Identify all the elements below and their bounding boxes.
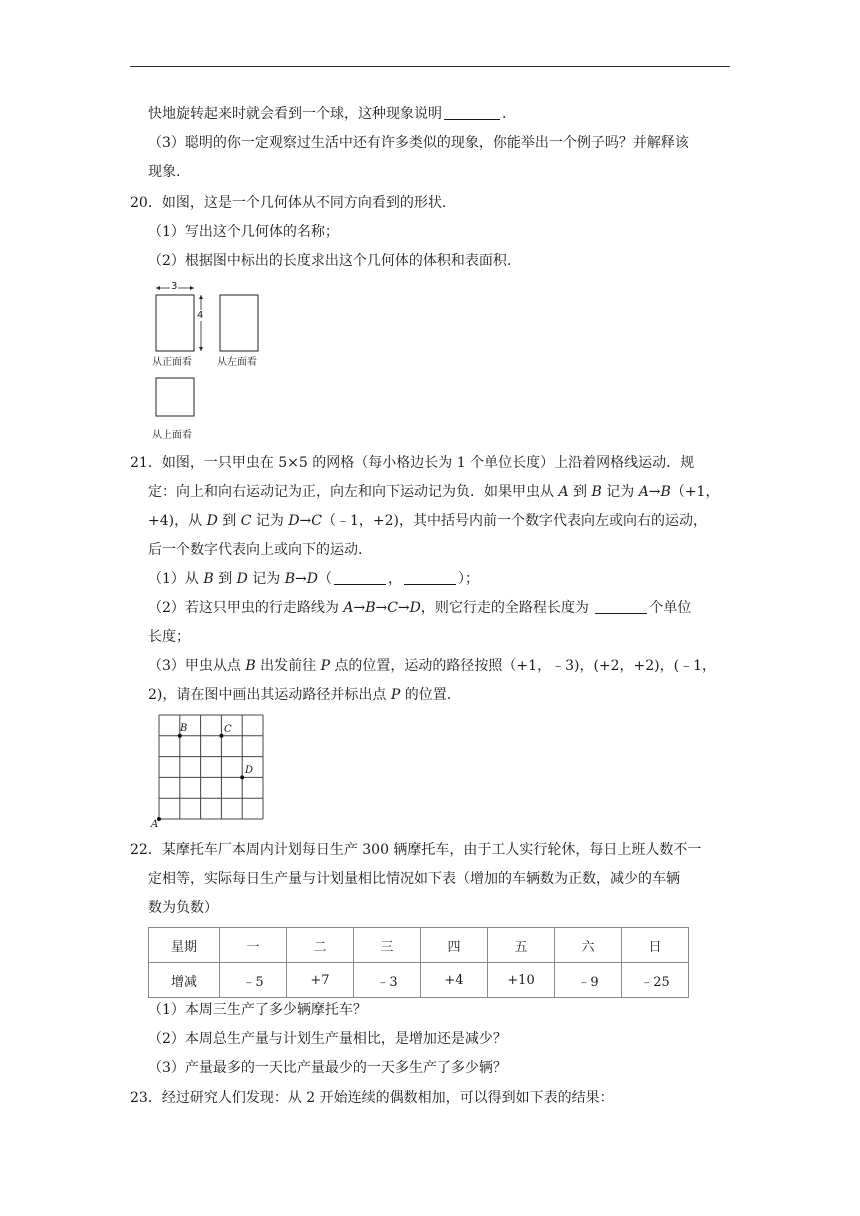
q20-part2: （2）根据图中标出的长度求出这个几何体的体积和表面积.: [148, 253, 512, 269]
label-b: B: [180, 723, 188, 734]
q21-part2: （2）若这只甲虫的行走路线为 A→B→C→D，则它行走的全路程长度为 个单位: [148, 600, 692, 616]
question-22: 22．某摩托车厂本周内计划每日生产 300 辆摩托车，由于工人实行轮休，每日上班人数不一: [130, 842, 702, 858]
table-cell: 三: [354, 928, 421, 963]
q21-part3-cont: 2)，请在图中画出其运动路径并标出点 P 的位置.: [148, 687, 452, 703]
table-cell: 五: [488, 928, 555, 963]
question-23: 23．经过研究人们发现：从 2 开始连续的偶数相加，可以得到如下表的结果：: [130, 1090, 614, 1106]
table-cell: 四: [421, 928, 488, 963]
q21-line2: 定：向上和向右运动记为正，向左和向下运动记为负．如果甲虫从 A 到 B 记为 A→B（+1，: [148, 484, 720, 500]
table-cell: ﹣9: [555, 963, 622, 998]
top-view: [156, 378, 194, 416]
q21-part1: （1）从 B 到 D 记为 B→D（ ， ）；: [148, 571, 479, 587]
table-row: [149, 928, 689, 963]
table-cell: +4: [421, 963, 488, 998]
width-label: 3: [171, 281, 178, 292]
answer-blank[interactable]: [595, 599, 647, 614]
table-cell: 增减: [149, 963, 220, 998]
q19-part3: （3）聪明的你一定观察过生活中还有许多类似的现象，你能举出一个例子吗？并解释该: [148, 135, 689, 151]
q22-part3: （3）产量最多的一天比产量最少的一天多生产了多少辆？: [148, 1060, 507, 1076]
answer-blank[interactable]: [334, 570, 386, 585]
q22-part2: （2）本周总生产量与计划生产量相比，是增加还是减少？: [148, 1031, 507, 1047]
table-cell: 六: [555, 928, 622, 963]
q21-part2-cont: 长度；: [148, 629, 190, 645]
height-label: 4: [197, 310, 204, 321]
label-d: D: [245, 765, 254, 776]
table-cell: +7: [287, 963, 354, 998]
question-20: 20．如图，这是一个几何体从不同方向看到的形状.: [130, 195, 447, 211]
front-view: [156, 286, 203, 351]
table-cell: 二: [287, 928, 354, 963]
header-rule: [130, 66, 730, 67]
table-cell: ﹣5: [220, 963, 287, 998]
q22-line3: 数为负数）: [148, 900, 218, 916]
label-c: C: [224, 724, 232, 735]
table-cell: 日: [622, 928, 689, 963]
table-cell: 一: [220, 928, 287, 963]
point-d: [240, 775, 244, 779]
table-cell: ﹣3: [354, 963, 421, 998]
table-row: [149, 963, 689, 998]
point-c: [219, 734, 223, 738]
q19-part3-cont: 现象.: [148, 164, 181, 180]
top-view-label: 从上面看: [152, 430, 192, 441]
question-21: 21．如图，一只甲虫在 5×5 的网格（每小格边长为 1 个单位长度）上沿着网格线运动．规: [130, 455, 695, 471]
q22-line2: 定相等，实际每日生产量与计划量相比情况如下表（增加的车辆数为正数，减少的车辆: [148, 871, 680, 887]
production-table: [148, 927, 689, 998]
q21-line3: +4)，从 D 到 C 记为 D→C（﹣1，+2)，其中括号内前一个数字代表向左或向右的运动，: [148, 513, 708, 529]
front-view-label: 从正面看: [152, 357, 192, 368]
q21-line4: 后一个数字代表向上或向下的运动.: [148, 542, 363, 558]
q19-continued-line: 快地旋转起来时就会看到一个球，这种现象说明 .: [148, 106, 507, 122]
table-cell: ﹣25: [622, 963, 689, 998]
answer-blank[interactable]: [444, 105, 500, 120]
answer-blank[interactable]: [404, 570, 456, 585]
q20-part1: （1）写出这个几何体的名称；: [148, 224, 339, 240]
q21-part3: （3）甲虫从点 B 出发前往 P 点的位置，运动的路径按照（+1，﹣3)，(+2，+2)，(﹣1，: [148, 658, 717, 674]
table-cell: +10: [488, 963, 555, 998]
label-a: A: [151, 819, 159, 830]
left-view: [220, 295, 258, 351]
table-cell: 星期: [149, 928, 220, 963]
left-view-label: 从左面看: [217, 357, 257, 368]
q22-part1: （1）本周三生产了多少辆摩托车？: [148, 1002, 367, 1018]
point-b: [178, 734, 182, 738]
